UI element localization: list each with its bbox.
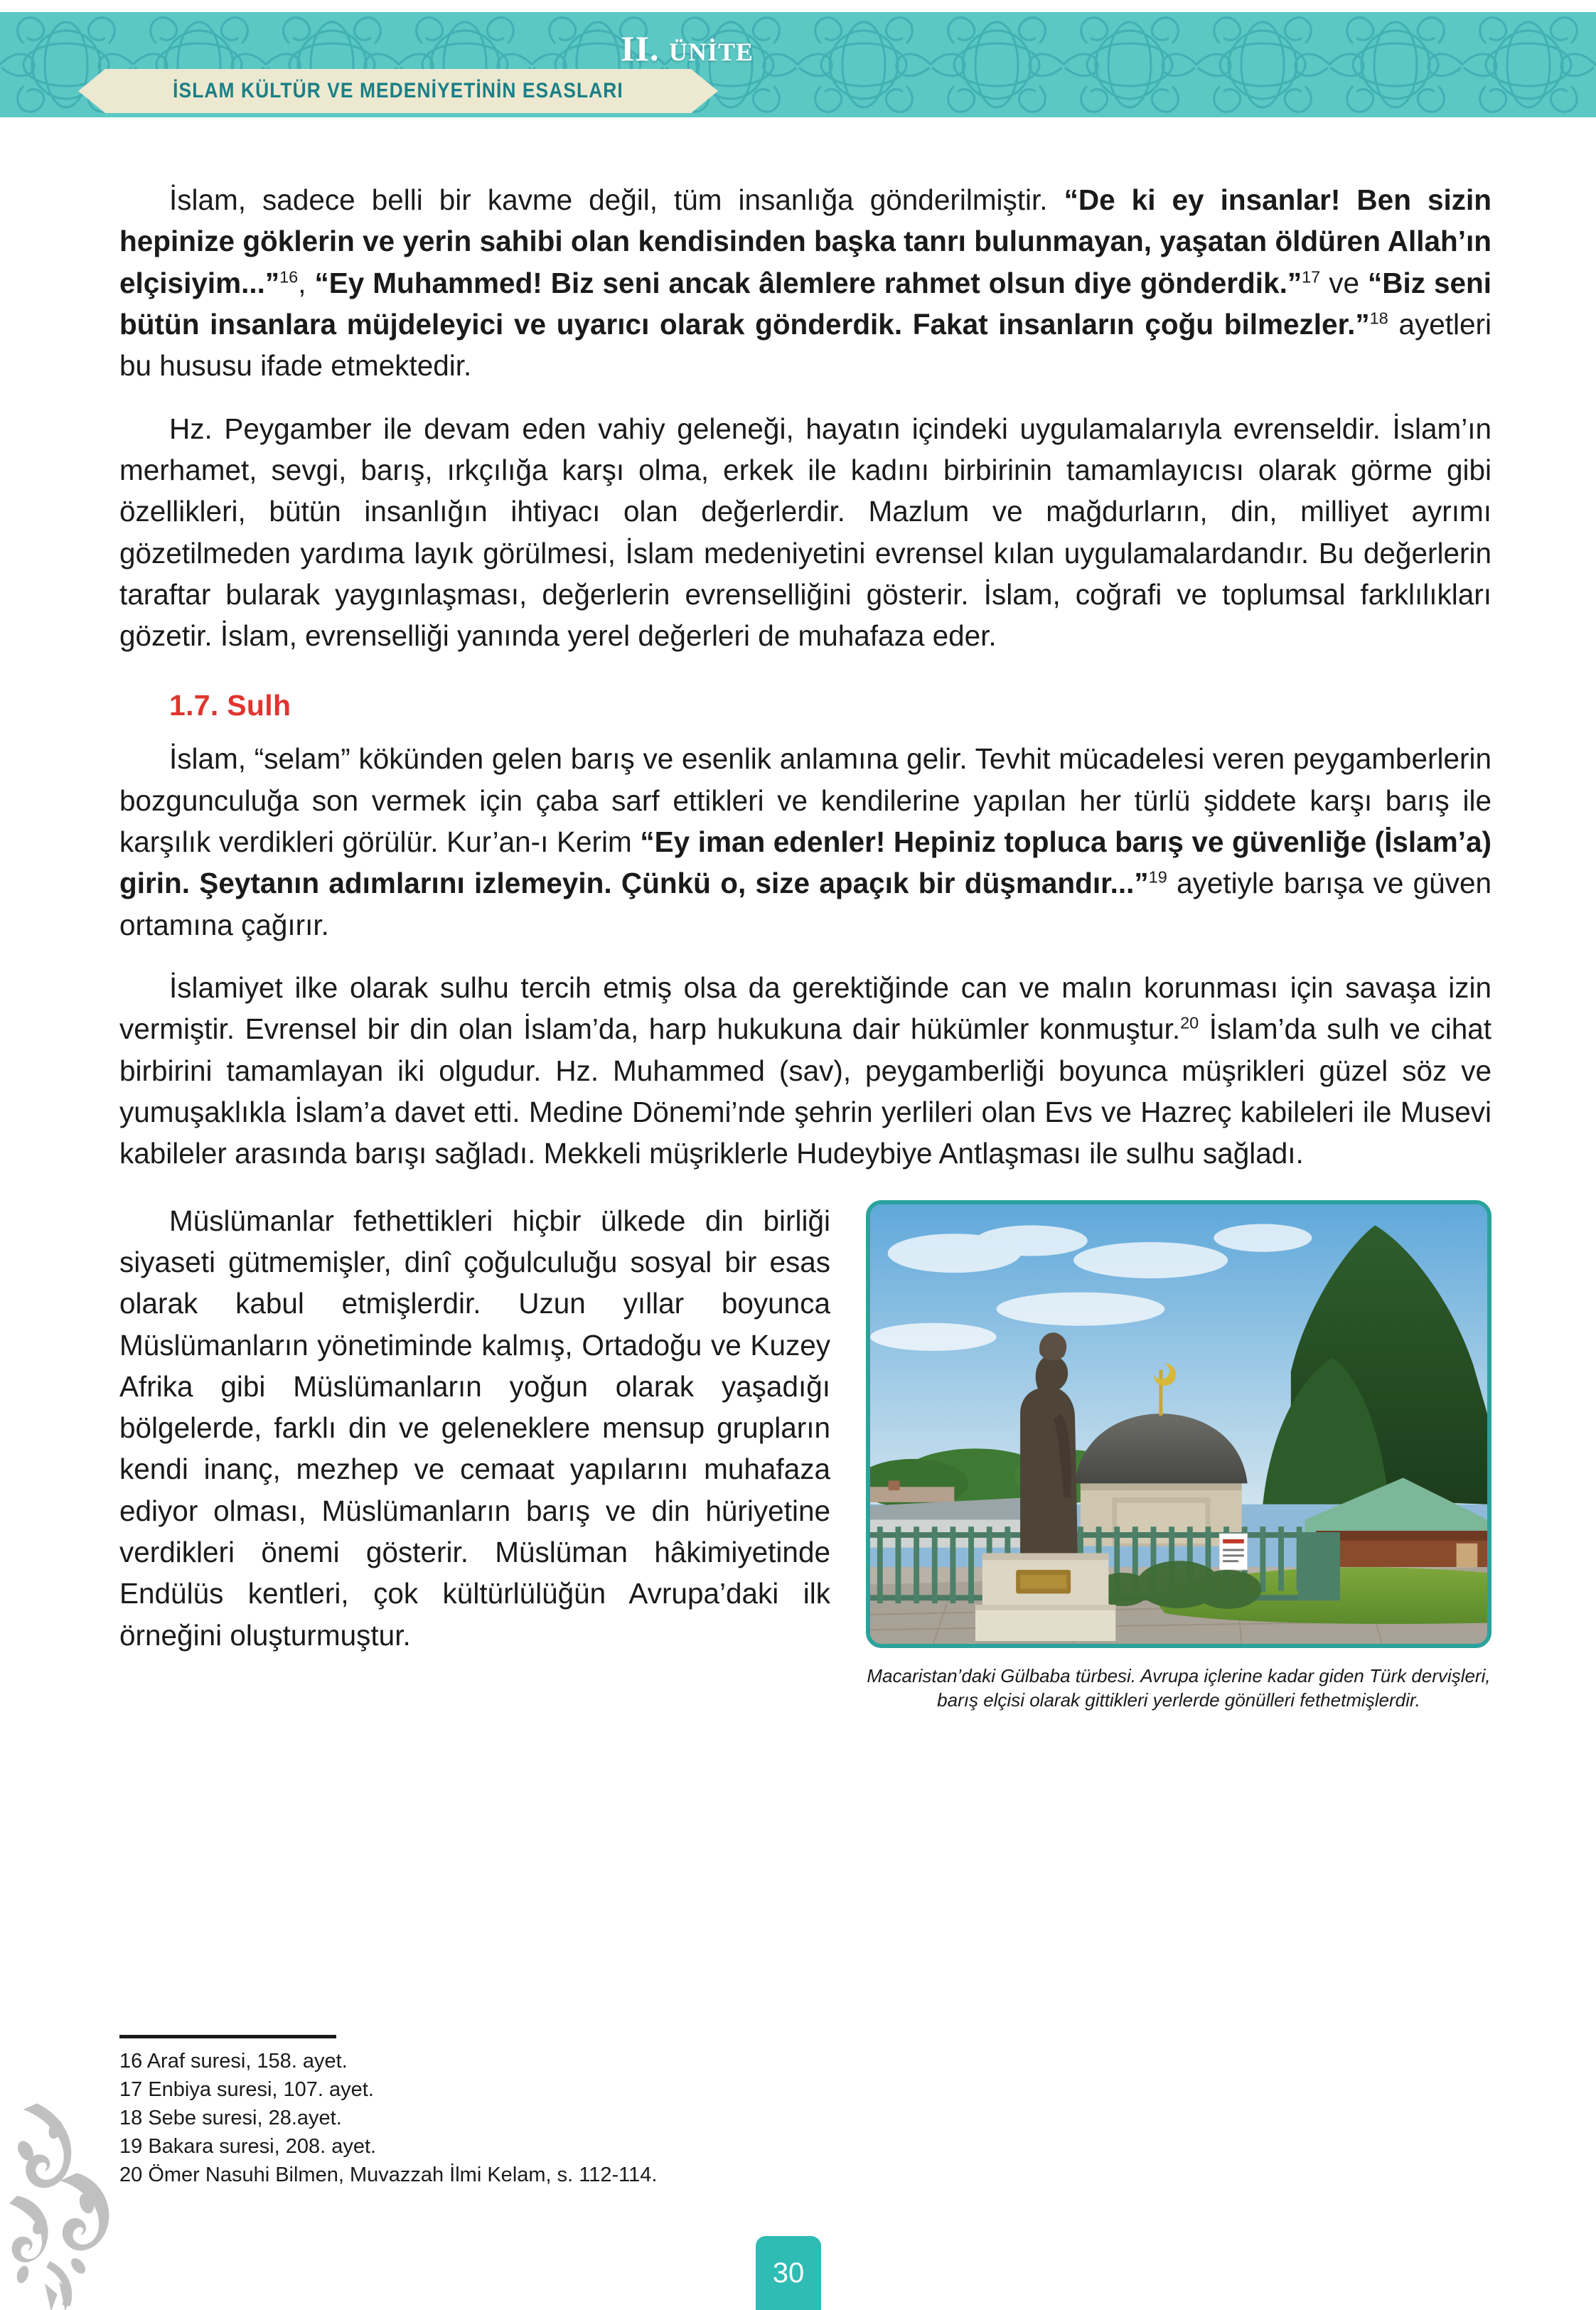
section-title-1-7-sulh: 1.7. Sulh <box>169 689 291 722</box>
paragraph-5: Müslümanlar fethettikleri hiçbir ülkede din birliği siyaseti gütmemişler, dinî çoğulculuğu sosyal bir esas olarak kabul etmişlerdir. Uzun yıllar boyunca Müslümanların yönetiminde kalmış, Ortadoğu ve Kuzey Afrika gibi Müslümanların yoğun olarak yaşadığı bölgelerde, farklı din ve geleneklere mensup grupların kendi inanç, mezhep ve cemaat yapılarını muhafaza ediyor olması, Müslümanların barış ve din hüriyetine verdikleri önemi gösterir. Müslüman hâkimiyetinde Endülüs kentleri, çok kültürlülüğün Avrupa’daki ilk örneğini oluşturmuştur. <box>119 1204 830 1652</box>
unit-number-roman: II. <box>621 28 660 68</box>
page-number-text: 30 <box>772 2257 805 2289</box>
footnotes-block <box>119 2035 973 2189</box>
footnote-ref-20: 20 <box>1180 1013 1199 1032</box>
page-content <box>119 179 1492 1711</box>
p1-quote-2: “Ey Muhammed! Biz seni ancak âlemlere rahmet olsun diye gönderdik.” <box>314 266 1302 299</box>
p1-quote-3: “Biz seni bütün insanlara müjdeleyici ve uyarıcı olarak gönderdik. Fakat insanların çoğu bilmezler.” <box>119 266 1492 341</box>
footnote-16: 16 Araf suresi, 158. ayet. <box>119 2050 348 2073</box>
paragraph-3 <box>119 738 1491 946</box>
p3-quote: “Ey iman edenler! Hepiniz topluca barış ve güvenliğe (İslam’a) girin. Şeytanın adımlarını izlemeyin. Çünkü o, size apaçık bir düşmandır...” <box>119 825 1491 900</box>
paragraph-2: Hz. Peygamber ile devam eden vahiy geleneği, hayatın içindeki uygulamalarıyla evrenseldir. İslam’ın merhamet, sevgi, barış, ırkçılığa karşı olma, erkek ile kadını birbirinin tamamlayıcısı olarak görme gibi özellikleri, bütün insanlığın ihtiyacı olan değerlerdir. Mazlum ve mağdurların, din, milliyet ayrımı gözetilmeden yardıma layık görülmesi, İslam medeniyetini evrensel kılan uygulamalardandır. Bu değerlerin taraftar bularak yaygınlaşması, değerlerin evrenselliğini gösterir. İslam, coğrafi ve toplumsal farklılıkları gözetir. İslam, evrenselliği yanında yerel değerleri de muhafaza eder. <box>119 412 1491 653</box>
footnote-separator-rule <box>119 2035 336 2038</box>
p1-quote-1: “De ki ey insanlar! Ben sizin hepinize göklerin ve yerin sahibi olan kendisinden başka tanrı bulunmayan, yaşatan öldüren Allah’ın elçisiyim...” <box>119 183 1491 299</box>
footnote-ref-17: 17 <box>1302 267 1321 287</box>
p1-seg-d: ve <box>1320 266 1368 299</box>
footnote-18: 18 Sebe suresi, 28.ayet. <box>119 2107 342 2130</box>
paragraph-4 <box>119 967 1491 1175</box>
unit-title-text: İSLAM KÜLTÜR VE MEDENİYETİNİN ESASLARI <box>173 79 623 102</box>
p4-seg-a: İslamiyet ilke olarak sulhu tercih etmiş olsa da gerektiğinde can ve malın korunması için savaşa izin vermiştir. Evrensel bir din olan İslam’da, harp hukukuna dair hükümler konmuştur. <box>119 971 1491 1046</box>
p1-seg-a: İslam, sadece belli bir kavme değil, tüm insanlığa gönderilmiştir. <box>169 183 1064 216</box>
unit-number <box>0 28 754 69</box>
footnote-ref-19: 19 <box>1148 867 1167 887</box>
corner-floral-ornament <box>9 2097 215 2310</box>
unit-number-word: ÜNİTE <box>668 38 754 66</box>
figure-caption: Macaristan’daki Gülbaba türbesi. Avrupa içlerine kadar giden Türk dervişleri, barış elçisi olarak gittikleri yerlerde gönülleri fethetmişlerdir. <box>867 1664 1491 1711</box>
p4-seg-b: İslam’da sulh ve cihat birbirini tamamlayan iki olgudur. Hz. Muhammed (sav), peygamberliği boyunca müşrikleri güzel söz ve yumuşaklıkla İslam’a davet etti. Medine Dönemi’nde şehrin yerlileri olan Evs ve Hazreç kabileleri ile Musevi kabileler arasında barışı sağladı. Mekkeli müşriklerle Hudeybiye Antlaşması ile sulhu sağladı. <box>119 1012 1491 1170</box>
photo-gulbaba-turbesi <box>870 1204 1487 1644</box>
footnote-19: 19 Bakara suresi, 208. ayet. <box>119 2135 377 2159</box>
p3-seg-c: ayetiyle barışa ve güven ortamına çağırır. <box>119 867 1491 941</box>
text-with-figure-block <box>119 1200 1491 1711</box>
footnote-ref-16: 16 <box>279 267 299 287</box>
unit-title-ribbon <box>78 69 718 113</box>
photo-frame <box>866 1200 1491 1648</box>
paragraph-1 <box>119 179 1491 387</box>
p1-seg-e: ayetleri bu hususu ifade etmektedir. <box>119 307 1491 383</box>
footnote-17: 17 Enbiya suresi, 107. ayet. <box>119 2078 374 2102</box>
p3-seg-a: İslam, “selam” kökünden gelen barış ve esenlik anlamına gelir. Tevhit mücadelesi veren peygamberlerin bozgunculuğa son vermek için çaba sarf ettikleri ve kendilerine yapılan her türlü şiddete karşı barış ile karşılık verdikleri görülür. Kur’an-ı Kerim <box>119 742 1491 859</box>
figure-gulbaba-turbesi <box>866 1200 1491 1713</box>
footnote-ref-18: 18 <box>1369 309 1388 328</box>
page-number-badge <box>756 2236 821 2310</box>
footnote-20: 20 Ömer Nasuhi Bilmen, Muvazzah İlmi Kelam, s. 112-114. <box>119 2164 658 2187</box>
p1-seg-c: , <box>298 266 315 299</box>
